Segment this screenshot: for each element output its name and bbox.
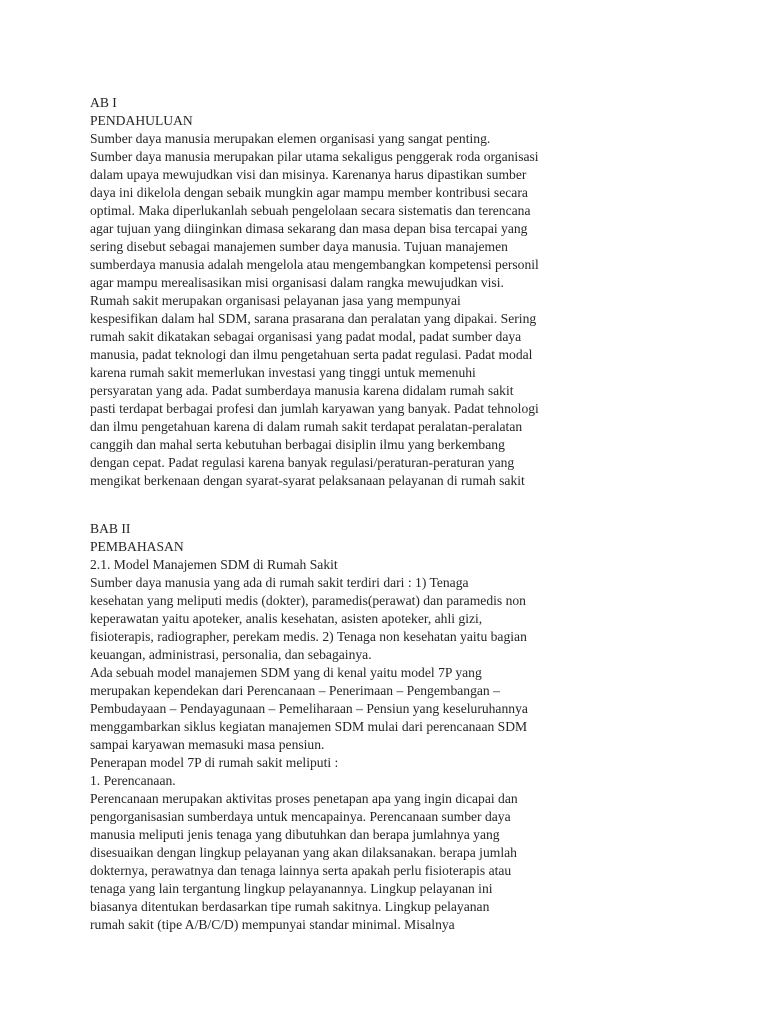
list-item-heading: 1. Perencanaan. xyxy=(90,773,176,788)
text-line: rumah sakit (tipe A/B/C/D) mempunyai standar minimal. Misalnya xyxy=(90,917,455,932)
text-line: persyaratan yang ada. Padat sumberdaya manusia karena didalam rumah sakit xyxy=(90,383,514,398)
text-line: Sumber daya manusia merupakan elemen organisasi yang sangat penting. xyxy=(90,131,491,146)
text-line: Rumah sakit merupakan organisasi pelayanan jasa yang mempunyai xyxy=(90,293,461,308)
text-line: agar mampu merealisasikan misi organisasi dalam rangka mewujudkan visi. xyxy=(90,275,504,290)
text-line: keperawatan yaitu apoteker, analis kesehatan, asisten apoteker, ahli gizi, xyxy=(90,611,483,626)
chapter-2-title: PEMBAHASAN xyxy=(90,539,184,554)
text-line: sering disebut sebagai manajemen sumber daya manusia. Tujuan manajemen xyxy=(90,239,508,254)
text-line: keuangan, administrasi, personalia, dan sebagainya. xyxy=(90,647,372,662)
text-line: sampai karyawan memasuki masa pensiun. xyxy=(90,737,325,752)
text-line: mengikat berkenaan dengan syarat-syarat pelaksanaan pelayanan di rumah sakit xyxy=(90,473,525,488)
text-line: Ada sebuah model manajemen SDM yang di kenal yaitu model 7P yang xyxy=(90,665,482,680)
text-line: Sumber daya manusia yang ada di rumah sakit terdiri dari : 1) Tenaga xyxy=(90,575,469,590)
text-line: dokternya, perawatnya dan tenaga lainnya serta apakah perlu fisioterapis atau xyxy=(90,863,512,878)
text-line: pengorganisasian sumberdaya untuk mencapainya. Perencanaan sumber daya xyxy=(90,809,511,824)
text-line: dan ilmu pengetahuan karena di dalam rumah sakit terdapat peralatan-peralatan xyxy=(90,419,523,434)
text-line: disesuaikan dengan lingkup pelayanan yang akan dilaksanakan. berapa jumlah xyxy=(90,845,517,860)
text-line: manusia, padat teknologi dan ilmu pengetahuan serta padat regulasi. Padat modal xyxy=(90,347,533,362)
text-line: agar tujuan yang diinginkan dimasa sekarang dan masa depan bisa tercapai yang xyxy=(90,221,528,236)
text-line: Penerapan model 7P di rumah sakit meliputi : xyxy=(90,755,339,770)
text-line: pasti terdapat berbagai profesi dan jumlah karyawan yang banyak. Padat tehnologi xyxy=(90,401,539,416)
text-line: optimal. Maka diperlukanlah sebuah pengelolaan secara sistematis dan terencana xyxy=(90,203,531,218)
chapter-1-heading: AB I xyxy=(90,95,117,110)
text-line: biasanya ditentukan berdasarkan tipe rumah sakitnya. Lingkup pelayanan xyxy=(90,899,490,914)
text-line: kesehatan yang meliputi medis (dokter), paramedis(perawat) dan paramedis non xyxy=(90,593,526,608)
text-line: sumberdaya manusia adalah mengelola atau mengembangkan kompetensi personil xyxy=(90,257,539,272)
text-line: dengan cepat. Padat regulasi karena banyak regulasi/peraturan-peraturan yang xyxy=(90,455,515,470)
text-line: manusia meliputi jenis tenaga yang dibutuhkan dan berapa jumlahnya yang xyxy=(90,827,500,842)
text-line: tenaga yang lain tergantung lingkup pelayanannya. Lingkup pelayanan ini xyxy=(90,881,493,896)
text-line: fisioterapis, radiographer, perekam medis. 2) Tenaga non kesehatan yaitu bagian xyxy=(90,629,527,644)
text-line: kespesifikan dalam hal SDM, sarana prasarana dan peralatan yang dipakai. Sering xyxy=(90,311,537,326)
text-line: dalam upaya mewujudkan visi dan misinya. Karenanya harus dipastikan sumber xyxy=(90,167,527,182)
text-line: daya ini dikelola dengan sebaik mungkin agar mampu member kontribusi secara xyxy=(90,185,528,200)
text-line: Sumber daya manusia merupakan pilar utama sekaligus penggerak roda organisasi xyxy=(90,149,539,164)
chapter-2-heading: BAB II xyxy=(90,521,131,536)
text-line: merupakan kependekan dari Perencanaan – Penerimaan – Pengembangan – xyxy=(90,683,500,698)
text-line: rumah sakit dikatakan sebagai organisasi yang padat modal, padat sumber daya xyxy=(90,329,522,344)
text-line: canggih dan mahal serta kebutuhan berbagai disiplin ilmu yang berkembang xyxy=(90,437,505,452)
text-line: Pembudayaan – Pendayagunaan – Pemeliharaan – Pensiun yang keseluruhannya xyxy=(90,701,528,716)
text-line: karena rumah sakit memerlukan investasi yang tinggi untuk memenuhi xyxy=(90,365,476,380)
text-line: Perencanaan merupakan aktivitas proses penetapan apa yang ingin dicapai dan xyxy=(90,791,518,806)
text-line: menggambarkan siklus kegiatan manajemen SDM mulai dari perencanaan SDM xyxy=(90,719,528,734)
chapter-1-title: PENDAHULUAN xyxy=(90,113,193,128)
section-title: 2.1. Model Manajemen SDM di Rumah Sakit xyxy=(90,557,338,572)
